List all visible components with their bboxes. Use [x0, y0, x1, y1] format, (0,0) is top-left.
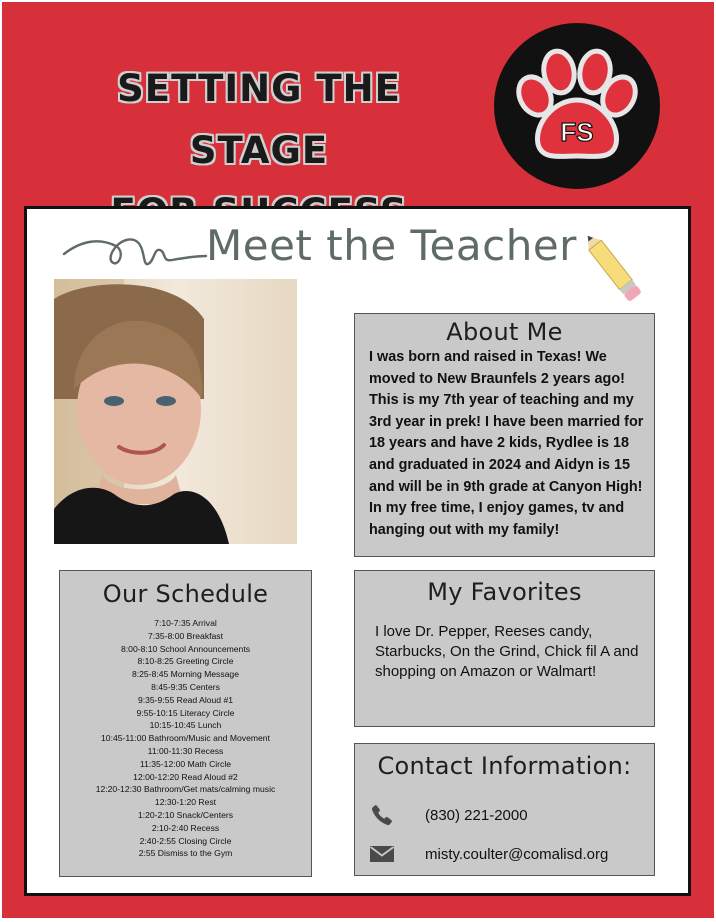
contact-email-row [369, 841, 608, 867]
schedule-item: 8:45-9:35 Centers [151, 681, 220, 692]
favorites-title: My Favorites [427, 578, 582, 606]
pencil-icon [584, 234, 648, 310]
schedule-item: 12:20-12:30 Bathroom/Get mats/calming music [95, 784, 276, 795]
schedule-item: 7:10-7:35 Arrival [154, 618, 217, 628]
favorites-box [354, 570, 655, 727]
schedule-list [60, 617, 311, 860]
phone-link[interactable]: (830) 221-2000 [425, 806, 528, 824]
schedule-item: 10:45-11:00 Bathroom/Music and Movement [101, 733, 270, 744]
header-title-line1: SETTING THE STAGE [117, 67, 401, 172]
schedule-item: 11:35-12:00 Math Circle [139, 758, 232, 769]
about-me-title: About Me [446, 318, 563, 346]
schedule-item: 11:00-11:30 Recess [147, 745, 224, 756]
schedule-item: 2:10-2:40 Recess [151, 822, 220, 833]
contact-box [354, 743, 655, 876]
contact-title: Contact Information: [377, 752, 632, 780]
schedule-item: 12:00-12:20 Read Aloud #2 [133, 771, 238, 782]
schedule-item: 1:20-2:10 Snack/Centers [137, 809, 234, 820]
phone-icon [369, 802, 395, 828]
meet-the-teacher-title: Meet the Teacher [206, 221, 577, 270]
squiggle-decoration [60, 226, 210, 276]
schedule-item: 2:40-2:55 Closing Circle [139, 835, 232, 846]
schedule-item: 9:35-9:55 Read Aloud #1 [137, 694, 234, 705]
schedule-item: 8:25-8:45 Morning Message [131, 669, 239, 680]
logo-text: FS [560, 117, 594, 147]
schedule-title: Our Schedule [102, 580, 269, 608]
about-me-box [354, 313, 655, 557]
flyer-page [2, 2, 714, 918]
teacher-photo [54, 279, 297, 544]
schedule-box [59, 570, 312, 877]
school-logo [492, 20, 662, 192]
schedule-item: 10:15-10:45 Lunch [149, 720, 222, 731]
schedule-item: 7:35-8:00 Breakfast [147, 630, 223, 641]
schedule-item: 9:55-10:15 Literacy Circle [136, 707, 235, 718]
email-link[interactable]: misty.coulter@comalisd.org [425, 845, 609, 863]
schedule-item: 12:30-1:20 Rest [154, 797, 217, 808]
schedule-item: 8:10-8:25 Greeting Circle [137, 656, 234, 667]
schedule-item: 2:55 Dismiss to the Gym [138, 848, 233, 859]
envelope-icon [369, 841, 395, 867]
favorites-text: I love Dr. Pepper, Reeses candy, Starbucks, On the Grind, Chick fil A and shopping on Amazon or Walmart! [375, 623, 639, 680]
about-me-text: I was born and raised in Texas! We moved to New Braunfels 2 years ago! This is my 7th year of teaching and my 3rd year in prek! I have been married for 18 years and have 2 kids, Rydlee is 18 and graduated in 2024 and Aidyn is 15 and will be in 9th grade at Canyon High! In my free time, I enjoy games, tv and hanging out with my family! [369, 349, 644, 538]
schedule-item: 8:00-8:10 School Announcements [121, 643, 250, 654]
contact-phone-row [369, 802, 528, 828]
